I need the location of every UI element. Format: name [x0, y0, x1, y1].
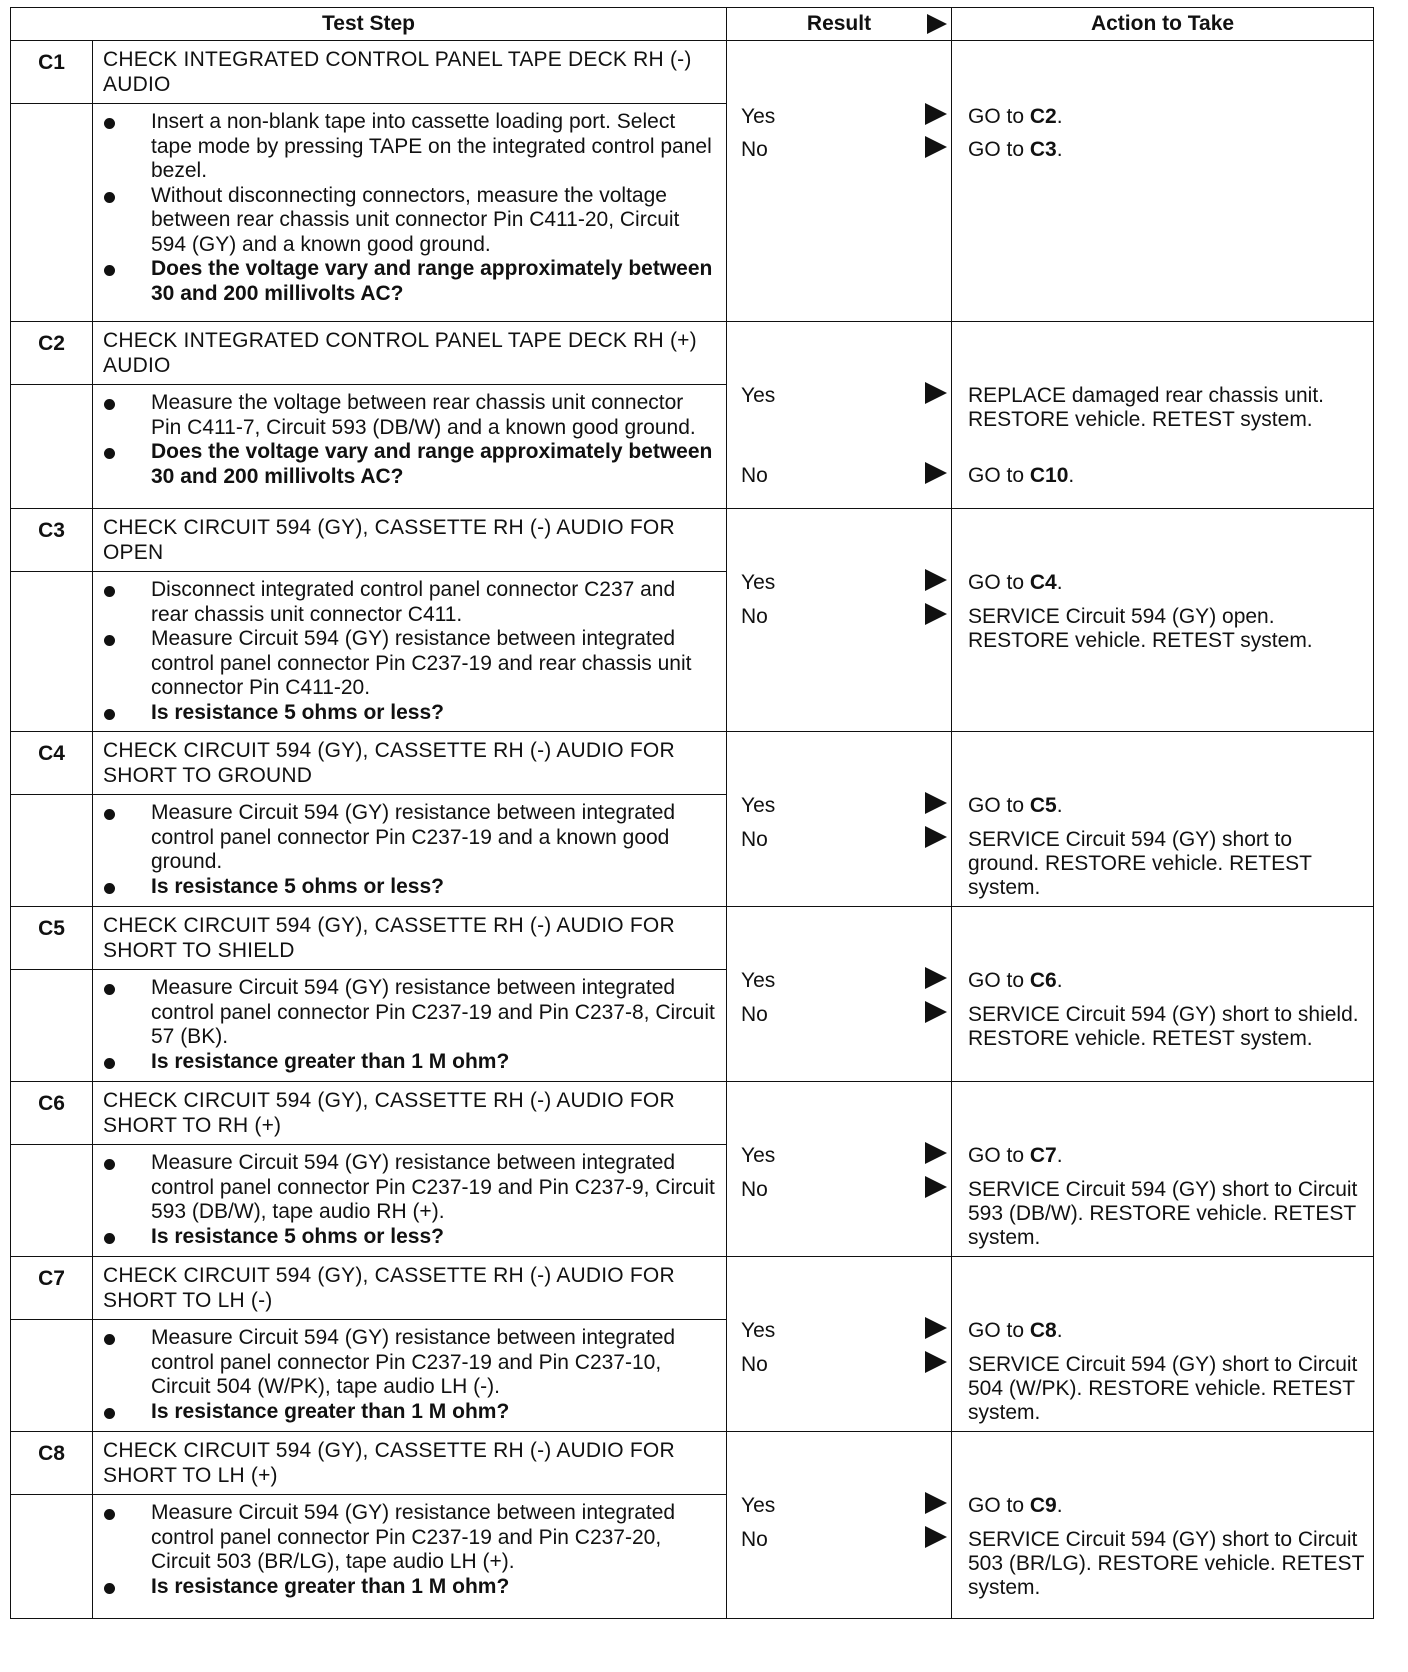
- result-no: No: [741, 464, 768, 487]
- instruction-item: Measure Circuit 594 (GY) resistance between integrated control panel connector Pin C237-19 and Pin C237-10, Circuit 504 (W/PK), tape audio LH (-).: [140, 1326, 716, 1400]
- step-id-spacer: [11, 1320, 93, 1432]
- step-instructions: [93, 385, 727, 509]
- action-no: [968, 138, 1367, 162]
- action-cell: [952, 322, 1374, 509]
- action-cell: [952, 732, 1374, 907]
- step-instructions: [93, 1145, 727, 1257]
- result-no: No: [741, 605, 768, 628]
- arrow-right-icon: [925, 1526, 947, 1548]
- action-no-text: GO to: [968, 138, 1030, 161]
- step-question: Is resistance 5 ohms or less?: [140, 1225, 716, 1250]
- action-yes-step-ref: C9: [1029, 1494, 1057, 1517]
- step-instructions: [93, 970, 727, 1082]
- instruction-item: Measure Circuit 594 (GY) resistance between integrated control panel connector Pin C237-19 and rear chassis unit connector Pin C411-20.: [140, 627, 716, 701]
- action-cell: [952, 1432, 1374, 1619]
- result-cell: [727, 509, 952, 732]
- result-no: No: [741, 1178, 768, 1201]
- step-question: Does the voltage vary and range approximately between 30 and 200 millivolts AC?: [140, 257, 716, 306]
- arrow-right-icon: [925, 462, 947, 484]
- step-id: C5: [11, 907, 93, 970]
- result-cell: [727, 907, 952, 1082]
- action-no-text: SERVICE Circuit 594 (GY) open. RESTORE vehicle. RETEST system.: [968, 605, 1313, 652]
- action-yes: [968, 1144, 1367, 1168]
- instruction-list: [103, 110, 716, 306]
- step-instructions: [93, 104, 727, 322]
- result-cell: [727, 1257, 952, 1432]
- result-yes: Yes: [741, 794, 776, 817]
- action-cell: [952, 41, 1374, 322]
- arrow-right-icon: [925, 1317, 947, 1339]
- instruction-list: [103, 1501, 716, 1599]
- step-title: CHECK CIRCUIT 594 (GY), CASSETTE RH (-) AUDIO FOR SHORT TO GROUND: [93, 732, 727, 795]
- arrow-right-icon: [925, 569, 947, 591]
- step-id-spacer: [11, 795, 93, 907]
- step-title-row: [11, 509, 1374, 572]
- arrow-right-icon: [925, 1142, 947, 1164]
- action-yes-text: GO to: [968, 571, 1030, 594]
- instruction-list: [103, 1151, 716, 1249]
- arrow-right-icon: [925, 1351, 947, 1373]
- header-result: [727, 8, 952, 41]
- step-title: CHECK CIRCUIT 594 (GY), CASSETTE RH (-) AUDIO FOR SHORT TO RH (+): [93, 1082, 727, 1145]
- action-no-text: SERVICE Circuit 594 (GY) short to ground. RESTORE vehicle. RETEST system.: [968, 828, 1312, 899]
- step-instructions: [93, 1495, 727, 1619]
- result-no: No: [741, 1353, 768, 1376]
- step-title-row: [11, 907, 1374, 970]
- arrow-right-icon: [925, 382, 947, 404]
- step-id: C6: [11, 1082, 93, 1145]
- result-cell: [727, 1082, 952, 1257]
- result-no: No: [741, 1528, 768, 1551]
- arrow-right-icon: [925, 103, 947, 125]
- action-yes: [968, 384, 1367, 432]
- step-id: C7: [11, 1257, 93, 1320]
- action-no-suffix: .: [1056, 138, 1063, 161]
- arrow-right-icon: [925, 1492, 947, 1514]
- step-id: C1: [11, 41, 93, 104]
- step-question: Is resistance greater than 1 M ohm?: [140, 1575, 716, 1600]
- result-cell: [727, 1432, 952, 1619]
- action-no-text: SERVICE Circuit 594 (GY) short to Circuit 504 (W/PK). RESTORE vehicle. RETEST system.: [968, 1353, 1358, 1424]
- header-action: Action to Take: [952, 8, 1374, 41]
- action-no-text: SERVICE Circuit 594 (GY) short to Circuit 503 (BR/LG). RESTORE vehicle. RETEST system.: [968, 1528, 1365, 1599]
- step-question: Is resistance 5 ohms or less?: [140, 701, 716, 726]
- instruction-list: [103, 391, 716, 489]
- action-yes-text: GO to: [968, 794, 1030, 817]
- action-no-text: SERVICE Circuit 594 (GY) short to shield. RESTORE vehicle. RETEST system.: [968, 1003, 1359, 1050]
- action-yes-text: GO to: [968, 1319, 1030, 1342]
- result-yes: Yes: [741, 969, 776, 992]
- action-yes-text: GO to: [968, 105, 1030, 128]
- step-question: Does the voltage vary and range approximately between 30 and 200 millivolts AC?: [140, 440, 716, 489]
- action-no: [968, 1178, 1367, 1250]
- action-yes-text: GO to: [968, 969, 1030, 992]
- header-test-step: Test Step: [11, 8, 727, 41]
- instruction-list: [103, 1326, 716, 1424]
- result-yes: Yes: [741, 384, 776, 407]
- step-id-spacer: [11, 1145, 93, 1257]
- result-no: No: [741, 1003, 768, 1026]
- instruction-item: Disconnect integrated control panel connector C237 and rear chassis unit connector C411.: [140, 578, 716, 627]
- arrow-right-icon: [925, 967, 947, 989]
- instruction-item: Measure the voltage between rear chassis unit connector Pin C411-7, Circuit 593 (DB/W) and a known good ground.: [140, 391, 716, 440]
- action-yes-suffix: .: [1056, 969, 1063, 992]
- instruction-list: [103, 801, 716, 899]
- action-no: [968, 1528, 1367, 1600]
- action-yes-step-ref: C8: [1029, 1319, 1057, 1342]
- instruction-item: Insert a non-blank tape into cassette loading port. Select tape mode by pressing TAPE on the integrated control panel bezel.: [140, 110, 716, 184]
- table-body: [11, 41, 1374, 1619]
- result-yes: Yes: [741, 105, 776, 128]
- step-instructions: [93, 1320, 727, 1432]
- step-question: Is resistance greater than 1 M ohm?: [140, 1400, 716, 1425]
- action-yes-step-ref: C2: [1029, 105, 1057, 128]
- action-no-suffix: .: [1068, 464, 1075, 487]
- step-instructions: [93, 795, 727, 907]
- step-title-row: [11, 1257, 1374, 1320]
- action-no-step-ref: C3: [1029, 138, 1057, 161]
- result-yes: Yes: [741, 1494, 776, 1517]
- action-no: [968, 605, 1367, 653]
- instruction-item: Measure Circuit 594 (GY) resistance between integrated control panel connector Pin C237-19 and Pin C237-20, Circuit 503 (BR/LG), tape audio LH (+).: [140, 1501, 716, 1575]
- header-row: [11, 8, 1374, 41]
- result-cell: [727, 322, 952, 509]
- step-title: CHECK CIRCUIT 594 (GY), CASSETTE RH (-) AUDIO FOR SHORT TO LH (+): [93, 1432, 727, 1495]
- step-id: C8: [11, 1432, 93, 1495]
- action-no: [968, 1003, 1367, 1051]
- step-title-row: [11, 1082, 1374, 1145]
- action-yes-suffix: .: [1056, 794, 1063, 817]
- instruction-list: [103, 976, 716, 1074]
- result-cell: [727, 41, 952, 322]
- step-title-row: [11, 41, 1374, 104]
- step-title-row: [11, 1432, 1374, 1495]
- step-id-spacer: [11, 385, 93, 509]
- action-cell: [952, 1257, 1374, 1432]
- step-id: C2: [11, 322, 93, 385]
- step-question: Is resistance greater than 1 M ohm?: [140, 1050, 716, 1075]
- step-title-row: [11, 732, 1374, 795]
- arrow-right-icon: [925, 792, 947, 814]
- arrow-right-icon: [925, 826, 947, 848]
- arrow-right-icon: [925, 603, 947, 625]
- action-yes-suffix: .: [1056, 105, 1063, 128]
- result-yes: Yes: [741, 1319, 776, 1342]
- action-no: [968, 1353, 1367, 1425]
- action-cell: [952, 907, 1374, 1082]
- arrow-right-icon: [925, 1176, 947, 1198]
- action-yes-step-ref: C7: [1029, 1144, 1057, 1167]
- step-id-spacer: [11, 1495, 93, 1619]
- action-no-step-ref: C10: [1029, 464, 1069, 487]
- action-yes-step-ref: C4: [1029, 571, 1057, 594]
- step-title: CHECK CIRCUIT 594 (GY), CASSETTE RH (-) AUDIO FOR SHORT TO SHIELD: [93, 907, 727, 970]
- action-yes: [968, 105, 1367, 129]
- step-id: C4: [11, 732, 93, 795]
- header-arrow-icon: [927, 14, 947, 34]
- action-no-text: SERVICE Circuit 594 (GY) short to Circuit 593 (DB/W). RESTORE vehicle. RETEST system.: [968, 1178, 1358, 1249]
- result-yes: Yes: [741, 571, 776, 594]
- arrow-right-icon: [925, 1001, 947, 1023]
- action-cell: [952, 509, 1374, 732]
- action-no: [968, 828, 1367, 900]
- instruction-item: Measure Circuit 594 (GY) resistance between integrated control panel connector Pin C237-19 and Pin C237-9, Circuit 593 (DB/W), tape audio RH (+).: [140, 1151, 716, 1225]
- action-yes-text: REPLACE damaged rear chassis unit. RESTORE vehicle. RETEST system.: [968, 384, 1325, 431]
- step-question: Is resistance 5 ohms or less?: [140, 875, 716, 900]
- action-yes: [968, 1494, 1367, 1518]
- action-yes-text: GO to: [968, 1144, 1030, 1167]
- action-yes-text: GO to: [968, 1494, 1030, 1517]
- instruction-list: [103, 578, 716, 725]
- diagnostic-test-table: [10, 7, 1373, 1619]
- result-yes: Yes: [741, 1144, 776, 1167]
- action-yes-suffix: .: [1056, 571, 1063, 594]
- instruction-item: Measure Circuit 594 (GY) resistance between integrated control panel connector Pin C237-19 and Pin C237-8, Circuit 57 (BK).: [140, 976, 716, 1050]
- header-result-label: Result: [806, 12, 872, 35]
- action-yes-step-ref: C6: [1029, 969, 1057, 992]
- action-yes-suffix: .: [1056, 1494, 1063, 1517]
- step-id-spacer: [11, 572, 93, 732]
- arrow-right-icon: [925, 136, 947, 158]
- step-title: CHECK INTEGRATED CONTROL PANEL TAPE DECK RH (-) AUDIO: [93, 41, 727, 104]
- step-id-spacer: [11, 104, 93, 322]
- step-id: C3: [11, 509, 93, 572]
- instruction-item: Measure Circuit 594 (GY) resistance between integrated control panel connector Pin C237-19 and a known good ground.: [140, 801, 716, 875]
- action-yes: [968, 794, 1367, 818]
- action-yes: [968, 571, 1367, 595]
- result-cell: [727, 732, 952, 907]
- step-instructions: [93, 572, 727, 732]
- action-yes: [968, 969, 1367, 993]
- action-yes-step-ref: C5: [1029, 794, 1057, 817]
- action-yes-suffix: .: [1056, 1144, 1063, 1167]
- result-no: No: [741, 828, 768, 851]
- action-no-text: GO to: [968, 464, 1030, 487]
- result-no: No: [741, 138, 768, 161]
- instruction-item: Without disconnecting connectors, measure the voltage between rear chassis unit connector Pin C411-20, Circuit 594 (GY) and a known good ground.: [140, 184, 716, 258]
- action-no: [968, 464, 1367, 488]
- test-step-table: [10, 7, 1374, 1619]
- step-title: CHECK CIRCUIT 594 (GY), CASSETTE RH (-) AUDIO FOR OPEN: [93, 509, 727, 572]
- step-id-spacer: [11, 970, 93, 1082]
- step-title-row: [11, 322, 1374, 385]
- step-title: CHECK CIRCUIT 594 (GY), CASSETTE RH (-) AUDIO FOR SHORT TO LH (-): [93, 1257, 727, 1320]
- action-yes-suffix: .: [1056, 1319, 1063, 1342]
- action-cell: [952, 1082, 1374, 1257]
- action-yes: [968, 1319, 1367, 1343]
- step-title: CHECK INTEGRATED CONTROL PANEL TAPE DECK RH (+) AUDIO: [93, 322, 727, 385]
